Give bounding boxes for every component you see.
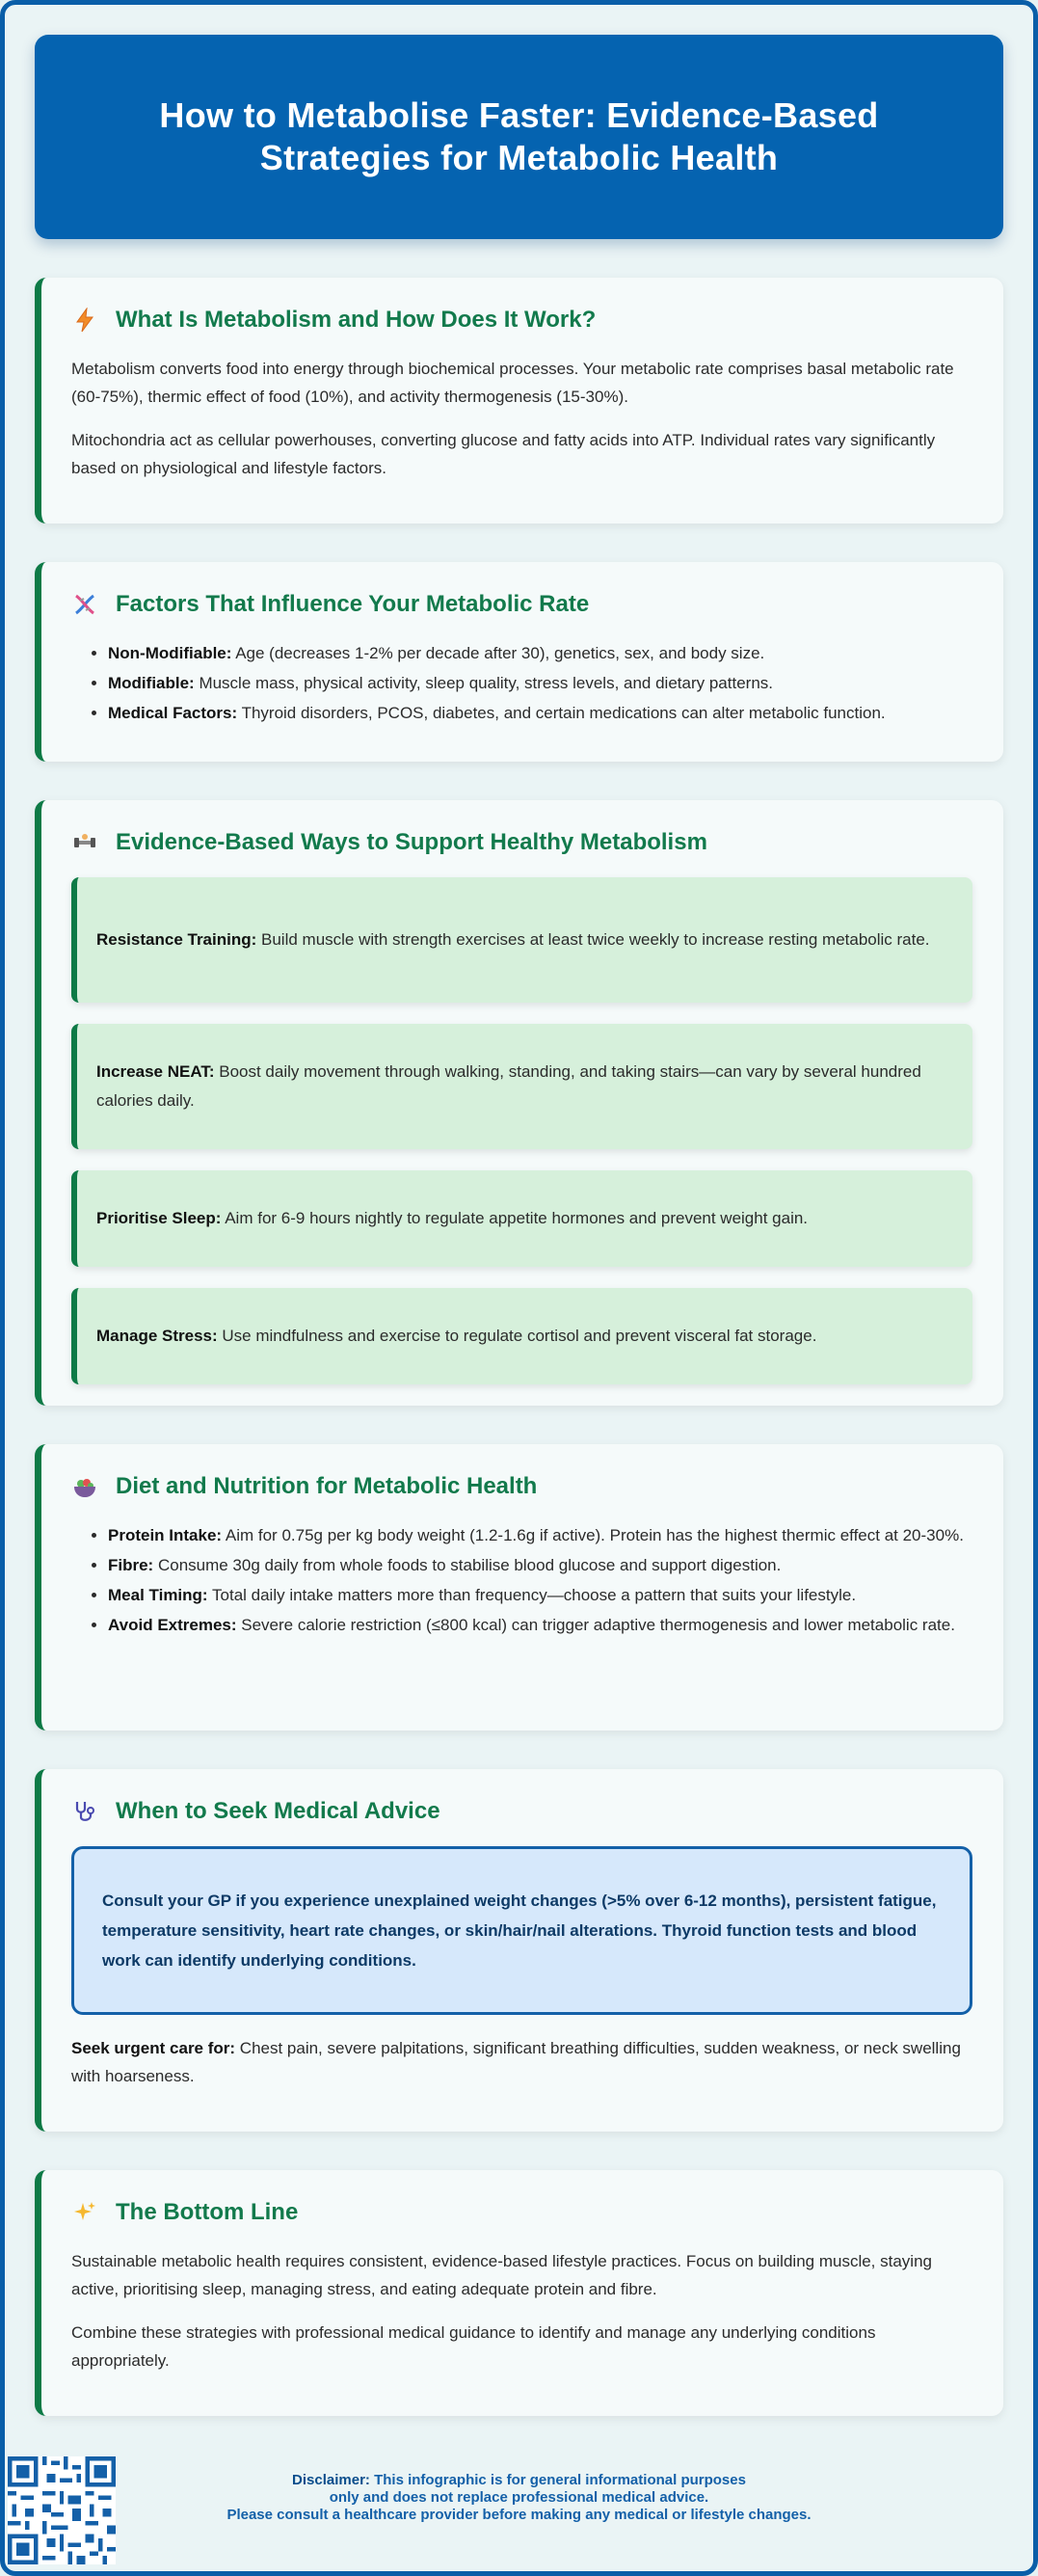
gp-alert-box <box>71 1846 972 2015</box>
paragraph: Mitochondria act as cellular powerhouses, converting glucose and fatty acids into ATP. Individual rates vary significantly based on physiological and lifestyle factors. <box>71 431 936 477</box>
qr-code-icon <box>8 2456 116 2564</box>
dumbbell-icon <box>71 829 98 856</box>
section-title: What Is Metabolism and How Does It Work? <box>116 307 597 333</box>
tip-card: Increase NEAT: Boost daily movement through walking, standing, and taking stairs—can vary by several hundred calories daily. <box>71 1024 972 1149</box>
paragraph: Metabolism converts food into energy through biochemical processes. Your metabolic rate comprises basal metabolic rate (60-75%), thermic effect of food (10%), and activity thermogenesis (15-30%). <box>71 360 954 406</box>
paragraph: Sustainable metabolic health requires consistent, evidence-based lifestyle practices. Focus on building muscle, staying active, prioritising sleep, managing stress, and eating adequate protein and fibre. <box>71 2252 932 2298</box>
page-title: How to Metabolise Faster: Evidence-Based Strategies for Metabolic Health <box>159 95 879 177</box>
salad-bowl-icon <box>71 1473 98 1500</box>
section-heading <box>71 587 972 622</box>
section-title: Factors That Influence Your Metabolic Rate <box>116 591 590 617</box>
section-bottom-line <box>35 2170 1003 2416</box>
list-item: • Modifiable: Muscle mass, physical activity, sleep quality, stress levels, and dietary patterns. <box>108 669 972 697</box>
urgent-care-paragraph: Seek urgent care for: Chest pain, severe palpitations, significant breathing difficulties, sudden weakness, or neck swelling with hoarseness. <box>71 2039 961 2085</box>
stethoscope-icon <box>71 1798 98 1825</box>
section-title: Evidence-Based Ways to Support Healthy Metabolism <box>116 829 707 855</box>
section-title: When to Seek Medical Advice <box>116 1798 440 1824</box>
tip-card: Prioritise Sleep: Aim for 6-9 hours nightly to regulate appetite hormones and prevent weight gain. <box>71 1170 972 1267</box>
page-header <box>35 35 1003 239</box>
section-heading <box>71 1469 972 1504</box>
disclaimer-label: Disclaimer: <box>292 2472 370 2488</box>
paragraph: Combine these strategies with professional medical guidance to identify and manage any underlying conditions appropriately. <box>71 2323 876 2370</box>
list-item: • Medical Factors: Thyroid disorders, PCOS, diabetes, and certain medications can alter metabolic function. <box>108 699 972 727</box>
section-medical-advice <box>35 1769 1003 2132</box>
section-heading <box>71 2195 972 2230</box>
section-what-is-metabolism <box>35 278 1003 523</box>
section-support-metabolism <box>35 800 1003 1406</box>
section-diet-nutrition <box>35 1444 1003 1731</box>
section-heading <box>71 1794 972 1829</box>
factors-list <box>71 639 972 727</box>
lightning-icon <box>71 307 98 334</box>
diet-list <box>71 1521 972 1639</box>
disclaimer: Disclaimer: This infographic is for general informational purposes only and does not replace professional medical advice. Please consult a healthcare provider before making any medical or lifestyle changes. <box>226 2472 812 2523</box>
tip-card: Manage Stress: Use mindfulness and exercise to regulate cortisol and prevent visceral fat storage. <box>71 1288 972 1384</box>
section-title: Diet and Nutrition for Metabolic Health <box>116 1473 538 1499</box>
list-item: • Avoid Extremes: Severe calorie restriction (≤800 kcal) can trigger adaptive thermogenesis and lower metabolic rate. <box>108 1611 972 1639</box>
list-item: • Protein Intake: Aim for 0.75g per kg body weight (1.2-1.6g if active). Protein has the highest thermic effect at 20-30%. <box>108 1521 972 1549</box>
dna-icon <box>71 591 98 618</box>
list-item: • Fibre: Consume 30g daily from whole foods to stabilise blood glucose and support digestion. <box>108 1551 972 1579</box>
section-heading <box>71 825 972 860</box>
list-item: • Meal Timing: Total daily intake matters more than frequency—choose a pattern that suits your lifestyle. <box>108 1581 972 1609</box>
section-heading <box>71 303 972 337</box>
tip-card: Resistance Training: Build muscle with strength exercises at least twice weekly to increase resting metabolic rate. <box>71 877 972 1003</box>
section-title: The Bottom Line <box>116 2199 299 2225</box>
section-factors <box>35 562 1003 762</box>
list-item: • Non-Modifiable: Age (decreases 1-2% per decade after 30), genetics, sex, and body size. <box>108 639 972 667</box>
sparkles-icon <box>71 2199 98 2226</box>
gp-alert-text: Consult your GP if you experience unexplained weight changes (>5% over 6-12 months), persistent fatigue, temperature sensitivity, heart rate changes, or skin/hair/nail alterations. Thyroid function tests and blood work can identify underlying conditions. <box>102 1892 937 1970</box>
